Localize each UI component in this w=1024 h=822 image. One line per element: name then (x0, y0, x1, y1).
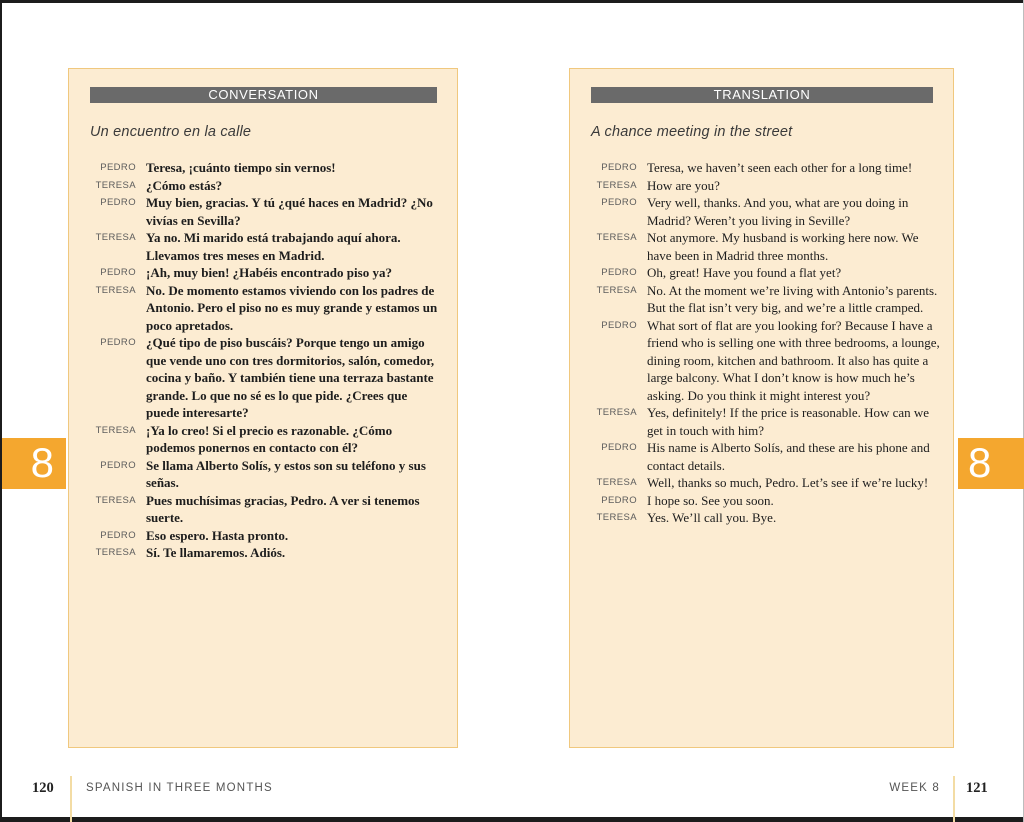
scan-border-top (0, 0, 1024, 3)
speaker-label: TERESA (95, 547, 136, 558)
page-left (68, 68, 458, 748)
speaker-label: TERESA (596, 477, 637, 488)
speaker-label: TERESA (596, 407, 637, 418)
dialogue-text: Oh, great! Have you found a flat yet? (647, 265, 842, 280)
dialogue-text: ¡Ya lo creo! Si el precio es razonable. ¿Cómo podemos ponernos en contacto con él? (146, 422, 393, 455)
dialogue-text: Ya no. Mi marido está trabajando aquí ahora. Llevamos tres meses en Madrid. (146, 230, 401, 263)
speaker-label: TERESA (95, 179, 136, 191)
dialogue-text: Eso espero. Hasta pronto. (146, 527, 289, 543)
speaker-label: TERESA (596, 512, 637, 523)
speaker-label: TERESA (95, 232, 136, 243)
footer-page-number-right: 121 (966, 780, 988, 796)
conversation-dialogue-list (69, 159, 457, 562)
dialogue-row (69, 229, 457, 264)
dialogue-text: Se llama Alberto Solís, y estos son su teléfono y sus señas. (146, 457, 426, 490)
dialogue-row (570, 229, 953, 264)
dialogue-row (69, 159, 457, 177)
dialogue-text: No. At the moment we’re living with Antonio’s parents. But the flat isn’t very big, and we’re a little cramped. (647, 282, 938, 315)
speaker-label: PEDRO (601, 442, 637, 453)
speaker-label: TERESA (95, 494, 136, 506)
dialogue-text: His name is Alberto Solís, and these are his phone and contact details. (647, 440, 930, 473)
footer-book-title: SPANISH IN THREE MONTHS (86, 782, 273, 794)
translation-subtitle: A chance meeting in the street (591, 124, 793, 140)
dialogue-row (69, 544, 457, 562)
speaker-label: TERESA (596, 284, 637, 296)
dialogue-text: What sort of flat are you looking for? Because I have a friend who is selling one with three bedrooms, a lounge, dining room, kitchen and bathroom. It also has quite a large balcony. What I don’t know is how much he’s asking. Do you think it might interest you? (647, 317, 940, 403)
conversation-subtitle: Un encuentro en la calle (90, 124, 252, 140)
speaker-label: PEDRO (601, 197, 637, 208)
chapter-tab-right: 8 (958, 438, 1024, 489)
translation-header-label: TRANSLATION (713, 87, 811, 102)
speaker-label: PEDRO (601, 319, 637, 331)
speaker-label: TERESA (596, 179, 637, 191)
dialogue-text: How are you? (647, 177, 720, 193)
speaker-label: TERESA (596, 232, 637, 243)
dialogue-text: Not anymore. My husband is working here now. We have been in Madrid three months. (647, 230, 919, 263)
chapter-tab-left: 8 (2, 438, 66, 489)
speaker-label: TERESA (95, 284, 136, 296)
dialogue-row (570, 317, 953, 405)
dialogue-row (69, 422, 457, 457)
dialogue-row (69, 527, 457, 545)
scan-border-left (0, 0, 2, 822)
dialogue-row (69, 334, 457, 422)
dialogue-text: Teresa, we haven’t seen each other for a long time! (647, 160, 913, 175)
speaker-label: PEDRO (100, 162, 136, 173)
dialogue-text: Very well, thanks. And you, what are you doing in Madrid? Weren’t you living in Seville? (647, 195, 909, 228)
dialogue-text: Pues muchísimas gracias, Pedro. A ver si tenemos suerte. (146, 492, 420, 525)
dialogue-text: Teresa, ¡cuánto tiempo sin vernos! (146, 160, 336, 175)
speaker-label: PEDRO (100, 529, 136, 541)
conversation-header-label: CONVERSATION (208, 87, 319, 102)
page-right (569, 68, 954, 748)
dialogue-text: ¡Ah, muy bien! ¿Habéis encontrado piso ya? (146, 265, 392, 280)
dialogue-row (69, 457, 457, 492)
dialogue-row (69, 194, 457, 229)
speaker-label: PEDRO (601, 267, 637, 278)
dialogue-row (69, 177, 457, 195)
dialogue-row (570, 404, 953, 439)
dialogue-text: I hope so. See you soon. (647, 492, 774, 508)
dialogue-text: Yes. We’ll call you. Bye. (647, 510, 777, 525)
dialogue-row (570, 439, 953, 474)
dialogue-row (69, 264, 457, 282)
conversation-header-bar (90, 87, 437, 103)
speaker-label: PEDRO (100, 337, 136, 348)
footer-page-number-left: 120 (32, 780, 54, 796)
footer-week-label: WEEK 8 (889, 782, 940, 794)
translation-dialogue-list (570, 159, 953, 527)
dialogue-text: Well, thanks so much, Pedro. Let’s see if we’re lucky! (647, 475, 929, 490)
dialogue-text: Yes, definitely! If the price is reasonable. How can we get in touch with him? (647, 405, 930, 438)
dialogue-text: ¿Cómo estás? (146, 177, 223, 193)
speaker-label: PEDRO (100, 197, 136, 208)
footer-divider-left (70, 776, 72, 822)
dialogue-row (570, 282, 953, 317)
dialogue-text: Sí. Te llamaremos. Adiós. (146, 545, 286, 560)
speaker-label: PEDRO (601, 494, 637, 506)
dialogue-row (69, 492, 457, 527)
dialogue-row (570, 177, 953, 195)
dialogue-text: Muy bien, gracias. Y tú ¿qué haces en Madrid? ¿No vivías en Sevilla? (146, 195, 433, 228)
dialogue-text: ¿Qué tipo de piso buscáis? Porque tengo un amigo que vende uno con tres dormitorios, salón, comedor, cocina y baño. Y también tiene una terraza bastante grande. Lo que no sé es lo que pide. ¿Crees que puede interesarte? (146, 335, 435, 420)
dialogue-text: No. De momento estamos viviendo con los padres de Antonio. Pero el piso no es muy grande y estamos un poco apretados. (146, 282, 438, 333)
speaker-label: PEDRO (601, 162, 637, 173)
dialogue-row (570, 492, 953, 510)
dialogue-row (570, 264, 953, 282)
dialogue-row (570, 474, 953, 492)
scan-border-bottom (0, 817, 1024, 822)
speaker-label: TERESA (95, 424, 136, 436)
dialogue-row (570, 194, 953, 229)
translation-header-bar (591, 87, 933, 103)
dialogue-row (570, 509, 953, 527)
footer-divider-right (953, 776, 955, 822)
dialogue-row (570, 159, 953, 177)
speaker-label: PEDRO (100, 459, 136, 471)
dialogue-row (69, 282, 457, 335)
speaker-label: PEDRO (100, 267, 136, 278)
